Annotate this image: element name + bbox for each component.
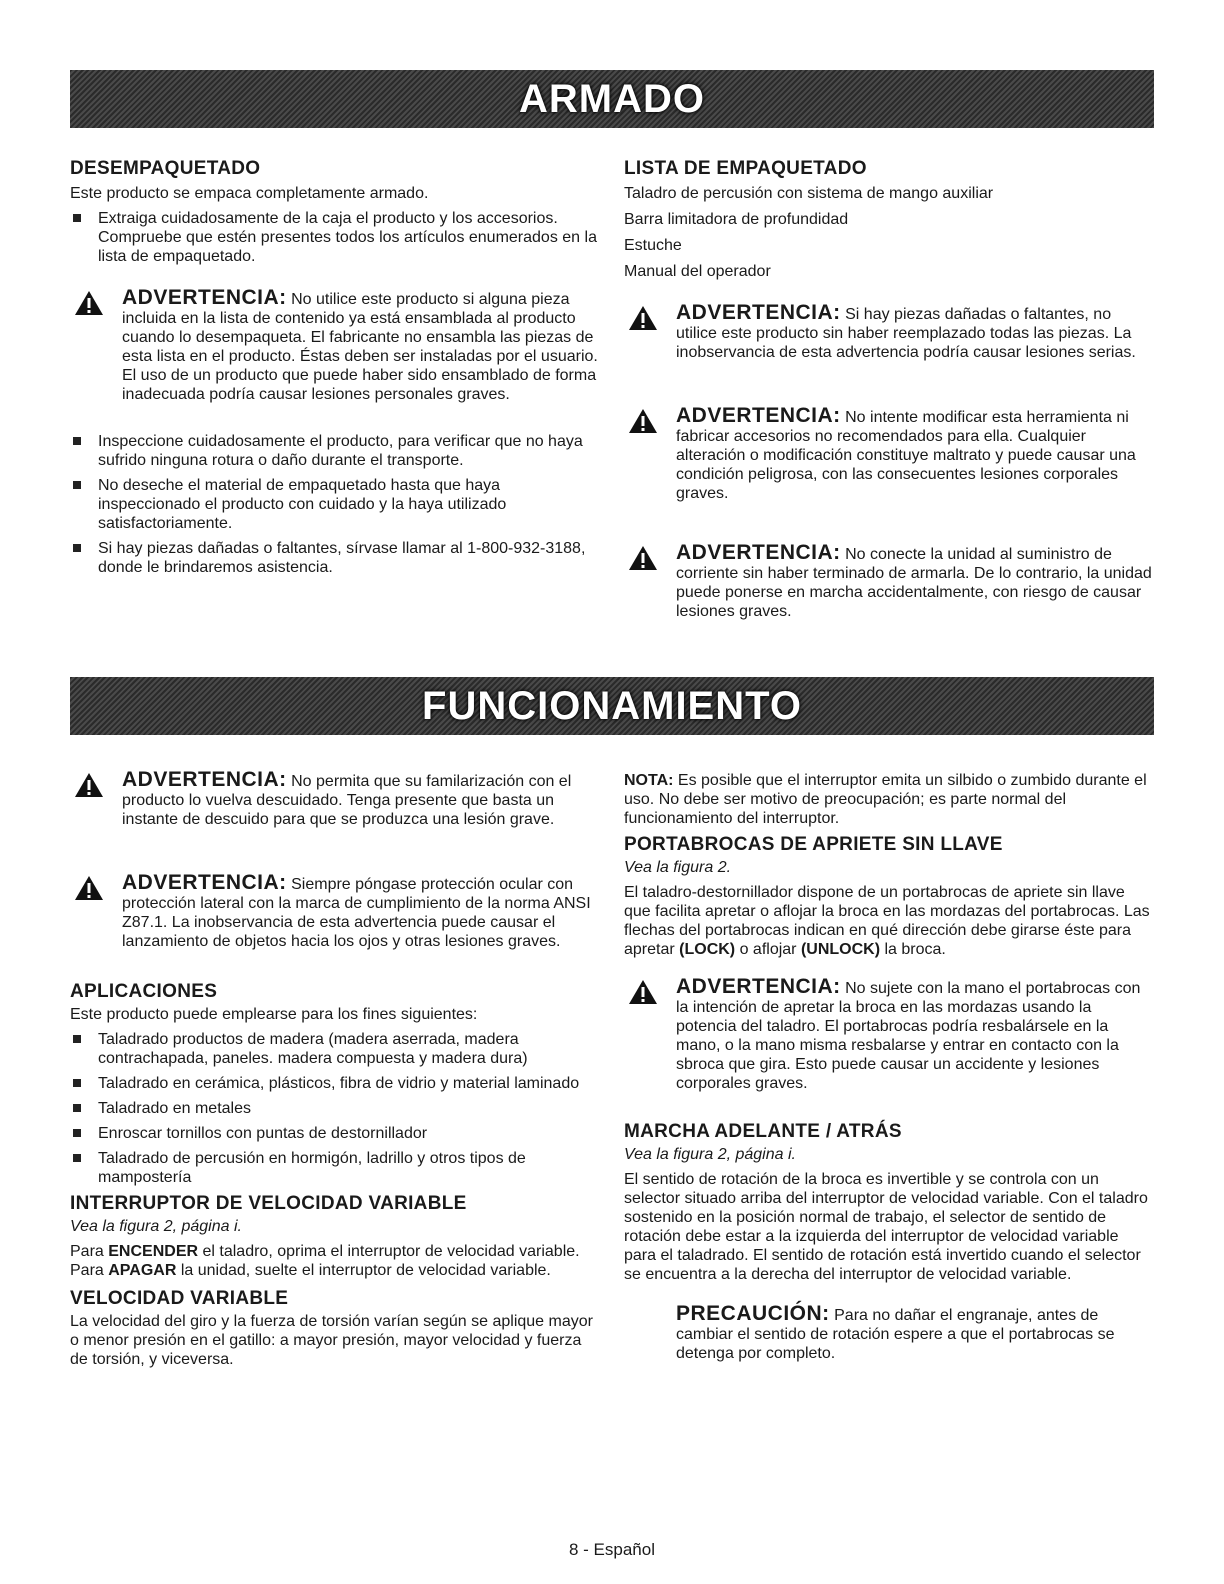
packing-list bbox=[624, 184, 1154, 281]
list-item: Si hay piezas dañadas o faltantes, sírvase llamar al 1-800-932-3188, donde le brindaremos asistencia. bbox=[70, 539, 600, 577]
warning-label: ADVERTENCIA: bbox=[676, 541, 841, 564]
warning-triangle-icon bbox=[74, 772, 104, 798]
lista-empaquetado-heading: LISTA DE EMPAQUETADO bbox=[624, 158, 867, 179]
warning-block bbox=[70, 873, 600, 951]
aplicaciones-intro: Este producto puede emplearse para los fines siguientes: bbox=[70, 1006, 478, 1023]
armado-title: ARMADO bbox=[519, 76, 705, 121]
nota-label: NOTA: bbox=[624, 772, 674, 789]
warning-text: No conecte la unidad al suministro de corriente sin haber terminado de armarla. De lo contrario, la unidad puede ponerse en marcha accidentalmente, con riesgo de causar lesiones graves. bbox=[676, 546, 1152, 620]
square-bullet-icon bbox=[73, 1079, 81, 1087]
warning-block bbox=[70, 288, 600, 404]
warning-text: Siempre póngase protección ocular con protección lateral con la marca de cumplimiento de la norma ANSI Z87.1. La inobservancia de esta advertencia puede causar el lanzamiento de objetos hacia los ojos y otras lesiones graves. bbox=[122, 876, 591, 950]
square-bullet-icon bbox=[73, 481, 81, 489]
list-item: Manual del operador bbox=[624, 263, 771, 280]
nota-text: NOTA: Es posible que el interruptor emita un silbido o zumbido durante el uso. No debe ser motivo de preocupación; es parte normal del funcionamiento del interruptor. bbox=[624, 772, 1147, 827]
square-bullet-icon bbox=[73, 1035, 81, 1043]
funcionamiento-right bbox=[624, 771, 1154, 1363]
armado-banner bbox=[70, 70, 1154, 128]
list-item: Taladro de percusión con sistema de mango auxiliar bbox=[624, 185, 994, 202]
warning-block bbox=[624, 977, 1154, 1093]
velocidad-text: La velocidad del giro y la fuerza de torsión varían según se aplique mayor o menor presión en el gatillo: a mayor presión, mayor velocidad y fuerza de torsión, y viceversa. bbox=[70, 1313, 593, 1368]
marcha-figure-ref: Vea la figura 2, página i. bbox=[624, 1146, 796, 1163]
warning-label: ADVERTENCIA: bbox=[676, 301, 841, 324]
warning-text: Si hay piezas dañadas o faltantes, no utilice este producto sin haber reemplazado todas las piezas. La inobservancia de esta advertencia podría causar lesiones serias. bbox=[676, 306, 1136, 361]
warning-label: ADVERTENCIA: bbox=[122, 871, 287, 894]
list-item: Taladrado en cerámica, plásticos, fibra de vidrio y material laminado bbox=[70, 1074, 600, 1093]
square-bullet-icon bbox=[73, 1104, 81, 1112]
warning-text: No intente modificar esta herramienta ni fabricar accesorios no recomendados para ella. Cualquier alteración o modificación constituye maltrato y puede causar una condición peligrosa, con las consecuentes lesiones corporales graves. bbox=[676, 409, 1136, 502]
funcionamiento-banner bbox=[70, 677, 1154, 735]
warning-block bbox=[624, 406, 1154, 503]
warning-triangle-icon bbox=[628, 545, 658, 571]
interruptor-heading: INTERRUPTOR DE VELOCIDAD VARIABLE bbox=[70, 1193, 467, 1214]
square-bullet-icon bbox=[73, 544, 81, 552]
marcha-text: El sentido de rotación de la broca es invertible y se controla con un selector situado arriba del interruptor de velocidad variable. Con el taladro sostenido en la posición normal de trabajo, el selector de sentido de rotación debe estar a la izquierda del interruptor de velocidad variable para el taladrado. El sentido de rotación está invertido cuando el selector se encuentra a la derecha del interruptor de velocidad variable. bbox=[624, 1171, 1148, 1283]
aplicaciones-heading: APLICACIONES bbox=[70, 981, 218, 1002]
warning-label: ADVERTENCIA: bbox=[676, 404, 841, 427]
desempaquetado-section bbox=[70, 158, 600, 583]
square-bullet-icon bbox=[73, 437, 81, 445]
marcha-heading: MARCHA ADELANTE / ATRÁS bbox=[624, 1121, 902, 1142]
caution-text: Para no dañar el engranaje, antes de cambiar el sentido de rotación espere a que el portabrocas se detenga por completo. bbox=[676, 1307, 1115, 1362]
warning-block bbox=[624, 303, 1154, 362]
funcionamiento-left bbox=[70, 768, 600, 1375]
warning-text: No permita que su familarización con el producto lo vuelva descuidado. Tenga presente que basta un instante de descuido para que se produzca una lesión grave. bbox=[122, 773, 572, 828]
page-number: 8 - Español bbox=[569, 1540, 655, 1559]
caution-label: PRECAUCIÓN: bbox=[676, 1302, 830, 1325]
warning-triangle-icon bbox=[628, 305, 658, 331]
warning-triangle-icon bbox=[628, 979, 658, 1005]
list-item: Enroscar tornillos con puntas de destornillador bbox=[70, 1124, 600, 1143]
warning-triangle-icon bbox=[74, 875, 104, 901]
warning-block bbox=[624, 543, 1154, 621]
warning-label: ADVERTENCIA: bbox=[122, 286, 287, 309]
warning-label: ADVERTENCIA: bbox=[676, 975, 841, 998]
list-item: Barra limitadora de profundidad bbox=[624, 211, 849, 228]
funcionamiento-title: FUNCIONAMIENTO bbox=[422, 683, 802, 728]
portabrocas-heading: PORTABROCAS DE APRIETE SIN LLAVE bbox=[624, 834, 1003, 855]
desempaquetado-bullets-1 bbox=[70, 209, 600, 266]
warning-text: No utilice este producto si alguna pieza incluida en la lista de contenido ya está ensamblada al producto cuando lo desempaqueta. El fabricante no ensambla las piezas de esta lista en el producto. Éstas deben ser instaladas por el usuario. El uso de un producto que puede haber sido ensamblado de forma inadecuada podría causar lesiones personales graves. bbox=[122, 291, 598, 403]
lista-empaquetado-section bbox=[624, 158, 1154, 647]
interruptor-text: Para ENCENDER el taladro, oprima el interruptor de velocidad variable. Para APAGAR la unidad, suelte el interruptor de velocidad variable. bbox=[70, 1243, 580, 1279]
desempaquetado-heading: DESEMPAQUETADO bbox=[70, 158, 261, 179]
portabrocas-text: El taladro-destornillador dispone de un portabrocas de apriete sin llave que facilita apretar o aflojar la broca en las mordazas del portabrocas. Las flechas del portabrocas indican en qué dirección debe girarse éste para apretar (LOCK) o aflojar (UNLOCK) la broca. bbox=[624, 884, 1150, 958]
square-bullet-icon bbox=[73, 1129, 81, 1137]
aplicaciones-bullets bbox=[70, 1030, 600, 1187]
desempaquetado-bullets-2 bbox=[70, 432, 600, 577]
list-item: Extraiga cuidadosamente de la caja el producto y los accesorios. Compruebe que estén presentes todos los artículos enumerados en la lista de empaquetado. bbox=[70, 209, 600, 266]
velocidad-heading: VELOCIDAD VARIABLE bbox=[70, 1288, 289, 1309]
caution-block bbox=[624, 1304, 1154, 1363]
warning-triangle-icon bbox=[628, 408, 658, 434]
list-item: Inspeccione cuidadosamente el producto, para verificar que no haya sufrido ninguna rotura o daño durante el transporte. bbox=[70, 432, 600, 470]
warning-block bbox=[70, 770, 600, 829]
list-item: Taladrado de percusión en hormigón, ladrillo y otros tipos de mampostería bbox=[70, 1149, 600, 1187]
warning-triangle-icon bbox=[74, 290, 104, 316]
warning-label: ADVERTENCIA: bbox=[122, 768, 287, 791]
interruptor-figure-ref: Vea la figura 2, página i. bbox=[70, 1218, 242, 1235]
list-item: Taladrado productos de madera (madera aserrada, madera contrachapada, paneles. madera compuesta y madera dura) bbox=[70, 1030, 600, 1068]
portabrocas-figure-ref: Vea la figura 2. bbox=[624, 859, 732, 876]
list-item: Estuche bbox=[624, 237, 682, 254]
square-bullet-icon bbox=[73, 214, 81, 222]
desempaquetado-intro: Este producto se empaca completamente armado. bbox=[70, 185, 429, 202]
warning-text: No sujete con la mano el portabrocas con la intención de apretar la broca en las mordazas usando la potencia del taladro. El portabrocas podría resbalársele en la mano, o la mano misma resbalarse y entrar en contacto con la sbroca que gira. Esto puede causar un accidente y lesiones corporales graves. bbox=[676, 980, 1141, 1092]
list-item: No deseche el material de empaquetado hasta que haya inspeccionado el producto con cuidado y la haya utilizado satisfactoriamente. bbox=[70, 476, 600, 533]
square-bullet-icon bbox=[73, 1154, 81, 1162]
list-item: Taladrado en metales bbox=[70, 1099, 600, 1118]
